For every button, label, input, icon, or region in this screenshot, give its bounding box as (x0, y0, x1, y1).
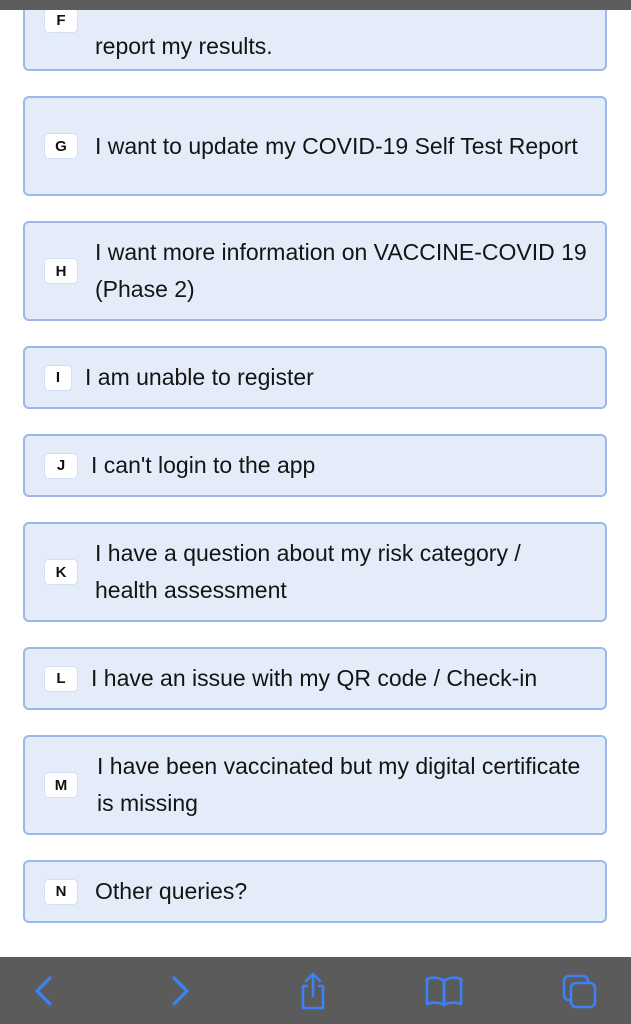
chevron-right-icon (168, 974, 192, 1008)
option-l[interactable] (23, 647, 607, 710)
option-label: I want more information on VACCINE-COVID 19 (Phase 2) (95, 239, 587, 302)
option-f[interactable] (23, 0, 607, 71)
tabs-icon (560, 972, 598, 1010)
option-key: J (45, 454, 77, 478)
option-key: M (45, 773, 77, 797)
back-button[interactable] (24, 971, 64, 1011)
option-k[interactable] (23, 522, 607, 622)
tabs-button[interactable] (559, 971, 599, 1011)
option-label: Other queries? (95, 878, 248, 904)
share-icon (297, 971, 329, 1011)
option-label: I have a question about my risk category / health assessment (95, 540, 521, 603)
option-g[interactable] (23, 96, 607, 196)
option-label: I have an issue with my QR code / Check-in (91, 665, 538, 691)
share-button[interactable] (293, 971, 333, 1011)
option-label: I have been vaccinated but my digital certificate is missing (97, 753, 581, 816)
bookmarks-book-icon (424, 974, 464, 1008)
option-h[interactable] (23, 221, 607, 321)
option-key: N (45, 880, 77, 904)
option-key: K (45, 560, 77, 584)
option-label: report my results. (95, 33, 273, 59)
option-j[interactable] (23, 434, 607, 497)
option-key: G (45, 134, 77, 158)
bookmarks-button[interactable] (424, 971, 464, 1011)
top-scroll-edge (0, 0, 631, 10)
chevron-left-icon (32, 974, 56, 1008)
option-m[interactable] (23, 735, 607, 835)
option-label: I want to update my COVID-19 Self Test Report (95, 132, 578, 159)
option-key: F (45, 8, 77, 32)
option-key: H (45, 259, 77, 283)
option-label: I am unable to register (85, 364, 314, 390)
option-i[interactable] (23, 346, 607, 409)
forward-button[interactable] (160, 971, 200, 1011)
option-label: I can't login to the app (91, 452, 316, 478)
option-n[interactable] (23, 860, 607, 923)
option-key: L (45, 667, 77, 691)
browser-toolbar (0, 957, 631, 1024)
option-key: I (45, 366, 71, 390)
